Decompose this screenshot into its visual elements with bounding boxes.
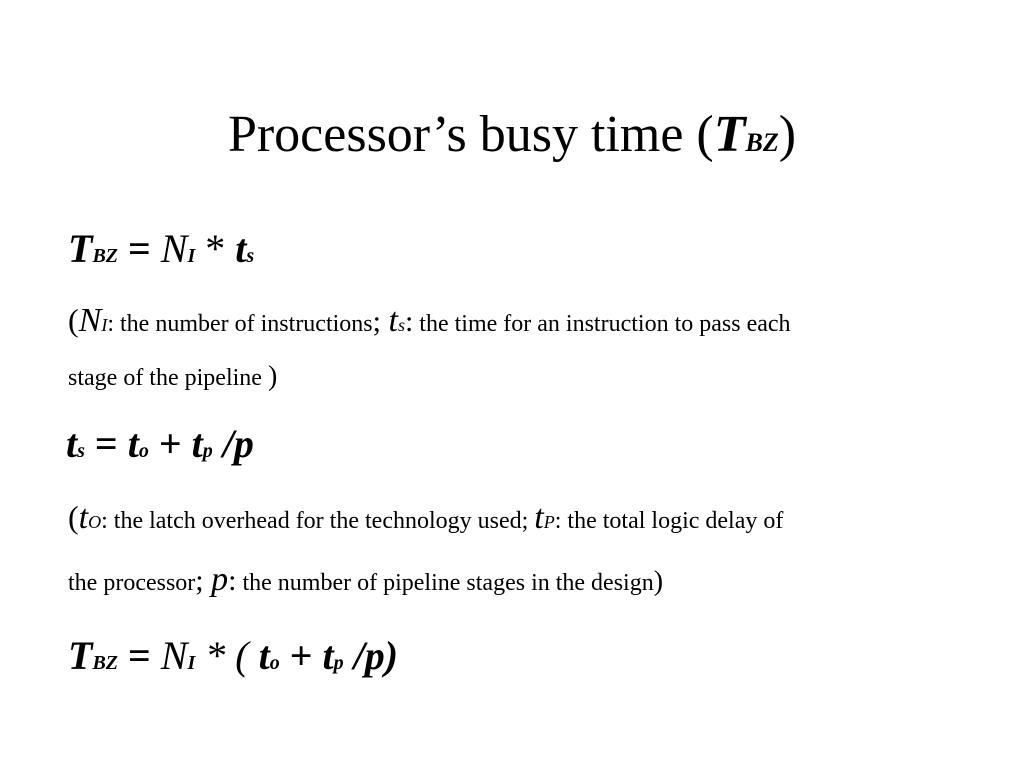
formula2-p: p — [233, 421, 254, 466]
formula3-p: p — [364, 633, 385, 678]
formula1-n: N — [160, 226, 188, 271]
formula2-tp-subscript: p — [202, 440, 213, 462]
note2-close-paren: ) — [653, 566, 664, 597]
note-instructions — [68, 302, 791, 340]
note2-colon: : — [228, 564, 237, 597]
note1-n-description: : the number of instructions — [107, 311, 373, 337]
note1-open-paren: ( — [68, 302, 79, 338]
note2-to-description: : the latch overhead for the technology used; — [101, 508, 535, 534]
formula-busy-time — [68, 225, 254, 280]
formula2-equals: = — [84, 421, 128, 466]
note-instructions-line2 — [68, 362, 277, 393]
note-latch-overhead-line2 — [68, 561, 664, 598]
note1-t: t — [388, 302, 398, 339]
slide-title — [0, 100, 1024, 178]
note2-tp: t — [534, 499, 544, 536]
note1-n-subscript: I — [101, 315, 108, 335]
note1-line2: stage of the pipeline — [68, 365, 268, 391]
formula3-multiply-open: * ( — [195, 633, 259, 678]
formula1-lhs: T — [68, 226, 93, 271]
note2-tp-var — [534, 499, 554, 536]
formula3-to-subscript: o — [269, 652, 280, 674]
formula3-lhs: T — [68, 633, 93, 678]
formula2-tp: t — [191, 421, 203, 466]
note1-t-description: the time for an instruction to pass each — [413, 311, 791, 337]
formula-stage-time — [66, 420, 254, 475]
formula3-equals: = — [118, 633, 161, 678]
note2-tp-description: : the total logic delay of — [554, 508, 784, 534]
note2-tp-subscript: P — [543, 512, 555, 532]
title-text: Processor’s busy time ( — [227, 106, 714, 163]
formula2-t-subscript: s — [77, 440, 85, 462]
formula2-to: t — [127, 421, 139, 466]
formula-busy-time-expanded — [68, 632, 398, 687]
formula2-plus: + — [148, 421, 192, 466]
note2-p-description: the number of pipeline stages in the design — [236, 570, 654, 596]
formula1-t: t — [235, 226, 247, 271]
formula2-to-subscript: o — [138, 440, 149, 462]
title-close: ) — [778, 106, 797, 163]
note1-n-var — [79, 302, 108, 339]
note2-separator: ; — [195, 564, 212, 597]
note1-n: N — [78, 302, 102, 339]
formula3-to: t — [258, 633, 270, 678]
formula3-close-paren: ) — [384, 633, 399, 678]
formula2-divide: / — [212, 421, 234, 466]
note2-to-subscript: O — [88, 512, 102, 532]
note1-colon: : — [404, 305, 414, 338]
formula1-t-subscript: s — [246, 245, 255, 267]
note2-open-paren: ( — [68, 499, 79, 535]
note2-to-var — [79, 499, 101, 536]
formula3-tp-subscript: p — [333, 652, 344, 674]
formula3-n: N — [160, 633, 188, 678]
formula1-lhs-subscript: BZ — [92, 245, 118, 267]
formula3-lhs-subscript: BZ — [92, 652, 118, 674]
formula3-n-subscript: I — [187, 652, 196, 674]
formula3-tp: t — [322, 633, 334, 678]
formula2-t: t — [66, 421, 78, 466]
note1-t-var — [388, 302, 404, 339]
note1-separator: ; — [372, 305, 389, 338]
title-var-subscript: BZ — [745, 128, 779, 157]
formula1-n-subscript: I — [187, 245, 196, 267]
note2-line2-start: the processor — [68, 570, 196, 596]
formula3-divide: / — [343, 633, 365, 678]
note1-t-subscript: s — [397, 315, 405, 335]
note2-to: t — [78, 499, 89, 536]
title-variable — [714, 106, 779, 163]
formula3-plus: + — [279, 633, 323, 678]
formula1-equals: = — [118, 226, 161, 271]
note2-p: p — [211, 561, 229, 598]
note1-close-paren: ) — [267, 361, 278, 392]
formula1-multiply: * — [195, 226, 236, 271]
title-var: T — [713, 106, 746, 163]
note-latch-overhead — [68, 499, 784, 537]
